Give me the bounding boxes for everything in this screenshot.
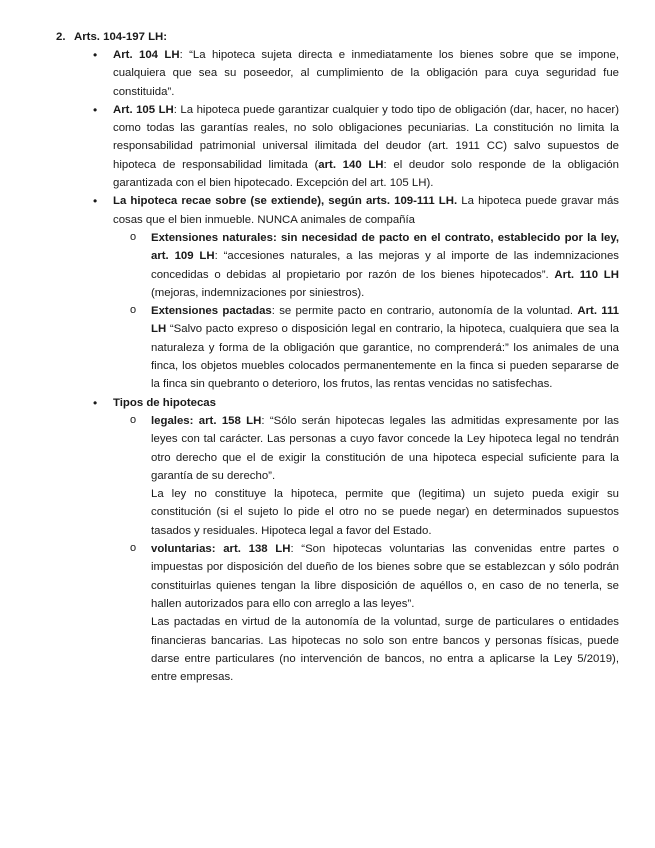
extension-text: La hipoteca puede gravar más cosas que el bien inmueble. NUNCA animales de compañía <box>113 195 619 226</box>
section-heading <box>56 28 167 46</box>
sub-legales <box>151 412 619 540</box>
art110-ref: Art. 110 LH <box>554 268 619 281</box>
art104-label: Art. 104 LH <box>113 49 180 61</box>
voluntarias-note: Las pactadas en virtud de la autonomía de la voluntad, surge de particulares o entidades financieras bancarias. Las hipotecas no solo son entre bancos y personas físicas, puede darse entre particulares (no intervención de bancos, no entra a aplicarse la Ley 5/2019), entre empresas. <box>151 616 619 684</box>
sub-extensiones-naturales <box>151 229 619 302</box>
legales-text: : “Sólo serán hipotecas legales las admitidas expresamente por las leyes con tal carácter. Las personas a cuyo favor concede la Ley hipoteca legal no tendrán otro derecho que el de exigir la constitución de una hipoteca especial suficiente para la garantía de su derecho”. <box>151 414 619 482</box>
bullet-tipos <box>113 394 619 687</box>
pactadas-label: Extensiones pactadas <box>151 305 272 318</box>
naturales-text1: : “accesiones naturales, a las mejoras y al importe de las indemnizaciones concedidas o debidas al propietario por razón de los bienes hipotecados”. <box>151 250 619 281</box>
art140-ref: art. 140 LH <box>318 158 384 171</box>
art105-text1: : La hipoteca puede garantizar cualquier y todo tipo de obligación (dar, hacer, no hacer) como todas las garantías reales, no solo obligaciones pecuniarias. La constitución no limita la responsabilidad patrimonial universal ilimitada del deudor (art. 1911 CC) salvo supuestos de hipoteca de responsabilidad limitada ( <box>113 103 619 171</box>
section-number: 2. <box>56 31 66 43</box>
voluntarias-text: : “Son hipotecas voluntarias las convenidas entre partes o impuestas por disposición del dueño de los bienes sobre que se establezcan y sólo podrán constituirlas quienes tengan la libre disposición de aquéllos o, en caso de no tenerla, se hallen autorizados para ello con arreglo a las leyes”. <box>151 543 619 610</box>
bullet-extension <box>113 192 619 393</box>
naturales-text2: (mejoras, indemnizaciones por siniestros). <box>151 286 365 299</box>
tipos-sublist <box>151 412 619 686</box>
pactadas-text1: : se permite pacto en contrario, autonomía de la voluntad. <box>271 305 578 318</box>
art105-label: Art. 105 LH <box>113 103 174 116</box>
bullet-art-104 <box>113 46 619 101</box>
sub-extensiones-pactadas <box>151 302 619 393</box>
extension-sublist <box>151 229 619 394</box>
sub-voluntarias <box>151 540 619 686</box>
article-list <box>113 46 619 686</box>
extension-label: La hipoteca recae sobre (se extiende), según arts. 109-111 LH. <box>113 195 458 208</box>
art104-text: : “La hipoteca sujeta directa e inmediatamente los bienes sobre que se impone, cualquiera que sea su poseedor, al cumplimiento de la obligación para cuya seguridad fue constituida”. <box>113 49 619 98</box>
pactadas-text2: “Salvo pacto expreso o disposición legal en contrario, la hipoteca, cualquiera que sea la naturaleza y forma de la obligación que garantice, no comprenderá:” los animales de una finca, los objetos muebles colocados permanentemente en la finca si pueden separarse de la finca sin quebranto o deterioro, los frutos, las rentas vencidas no satisfechas. <box>151 323 619 391</box>
naturales-label: Extensiones naturales: sin necesidad de pacto en el contrato, establecido por la ley, art. 109 LH <box>151 231 619 263</box>
legales-label: legales: art. 158 LH <box>151 414 262 427</box>
bullet-art-105 <box>113 101 619 192</box>
legales-note: La ley no constituye la hipoteca, permite que (legitima) un sujeto pueda exigir su constitución (si el sujeto lo pide el otro no se puede negar) en determinados supuestos tasados y residuales. Hipoteca legal a favor del Estado. <box>151 488 619 537</box>
art105-text2: : el deudor solo responde de la obligación garantizada con el bien hipotecado. Excepción del art. 105 LH). <box>113 158 619 190</box>
voluntarias-label: voluntarias: art. 138 LH <box>151 543 291 556</box>
section-title: Arts. 104-197 LH: <box>74 31 168 43</box>
tipos-label: Tipos de hipotecas <box>113 396 216 409</box>
art111-ref: Art. 111 LH <box>151 305 620 336</box>
